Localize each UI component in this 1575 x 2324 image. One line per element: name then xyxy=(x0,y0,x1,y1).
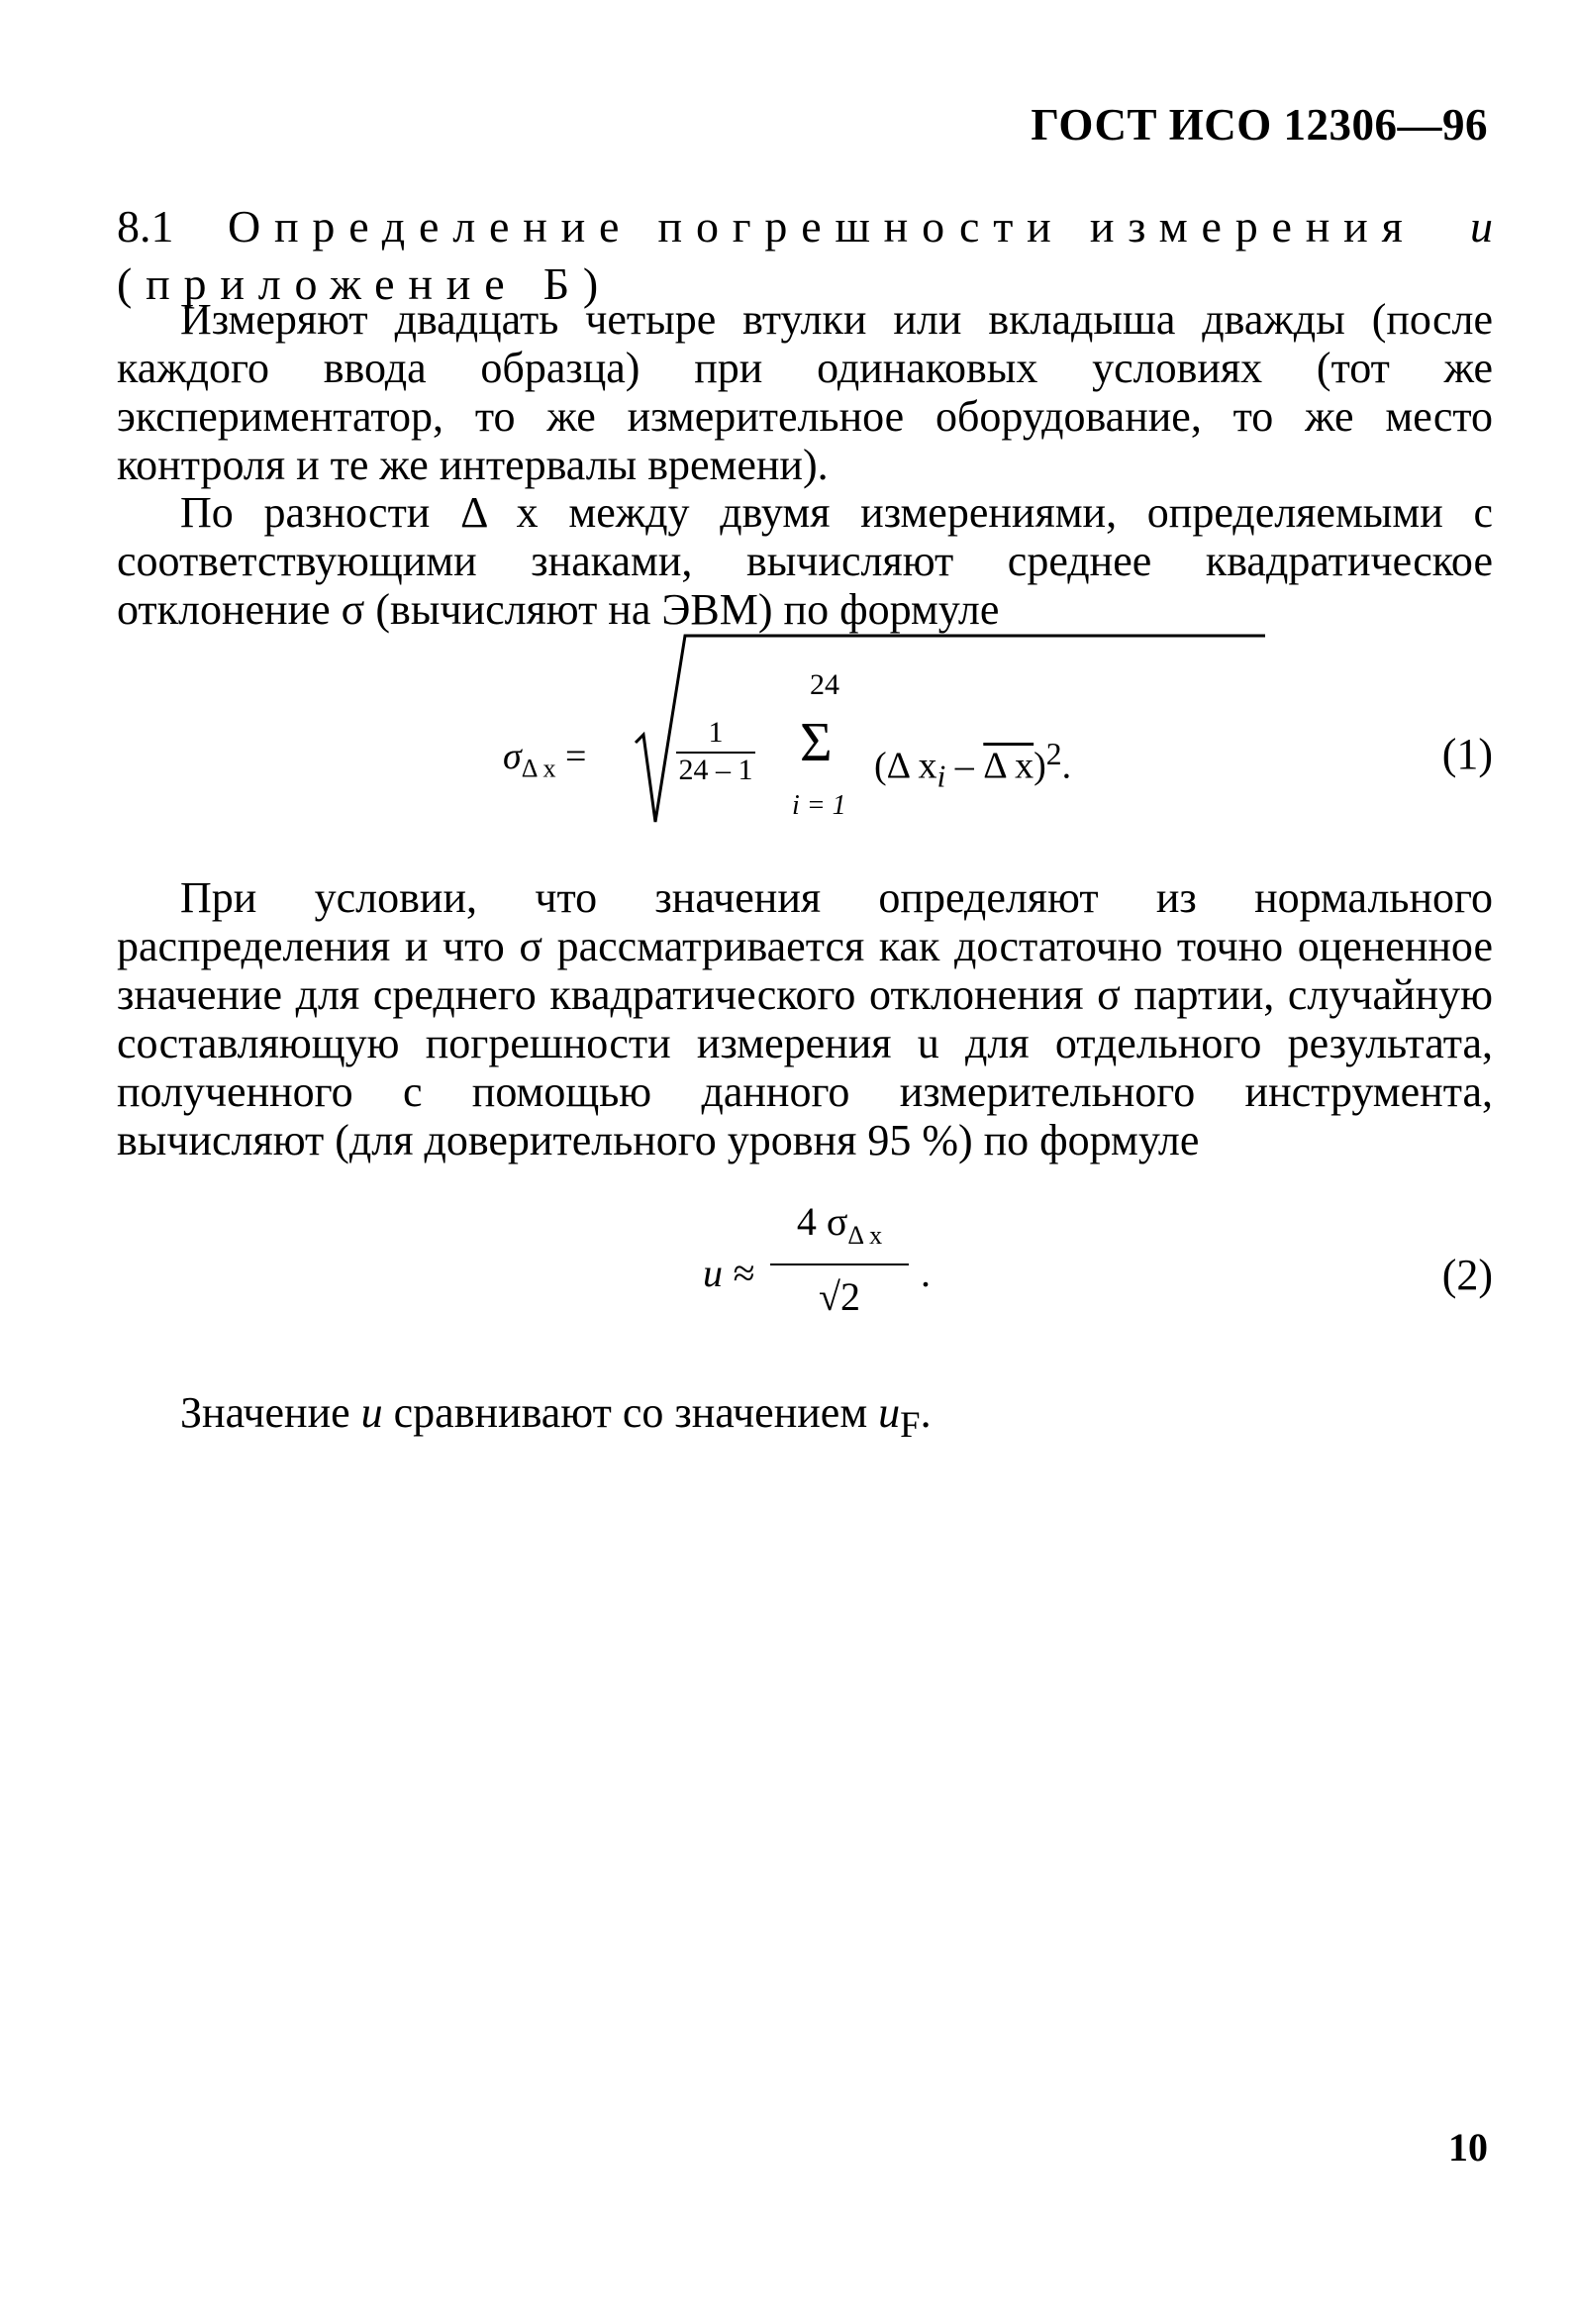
equals-sign: = xyxy=(555,736,587,777)
formula-2-dot: . xyxy=(921,1251,931,1295)
formula-1-number: (1) xyxy=(1441,730,1493,778)
p4-text-b: сравнивают со значением xyxy=(393,1388,868,1437)
paragraph-1: Измеряют двадцать четыре втулки или вкладыша дважды (после каждого ввода образца) при одинаковых условиях (тот же экспериментатор, то же измерительное оборудование, то же место контроля и те же интервалы времени). xyxy=(117,295,1493,489)
fraction-denominator: 24 – 1 xyxy=(678,754,753,786)
numerator-text: 4 σ xyxy=(796,1199,848,1244)
summation-icon: Σ xyxy=(800,712,833,773)
section-title-part1: Определение погрешности измерения xyxy=(227,201,1417,252)
body-minus: – xyxy=(945,745,984,787)
formula-2-number: (2) xyxy=(1441,1251,1493,1299)
body-open: (Δ x xyxy=(874,745,937,787)
formula-2 xyxy=(693,1198,1493,1347)
numerator-subscript: Δ x xyxy=(847,1221,883,1250)
formula-1-lhs xyxy=(503,735,586,784)
section-number: 8.1 xyxy=(117,201,174,252)
p4-end: . xyxy=(920,1388,932,1437)
formula-2-lhs: u ≈ xyxy=(703,1251,754,1295)
document-code: ГОСТ ИСО 12306—96 xyxy=(1031,100,1488,150)
formula-2-fraction xyxy=(770,1198,909,1321)
sigma-symbol: σ xyxy=(503,736,522,777)
formula-1 xyxy=(503,634,1493,832)
sum-body xyxy=(874,737,1071,794)
fraction-numerator: 1 xyxy=(676,716,755,754)
p4-text-a: Значение xyxy=(180,1388,350,1437)
body-exponent: 2 xyxy=(1045,737,1062,771)
p4-symbol-uF: u xyxy=(878,1388,901,1437)
section-title-part2: (приложение Б) xyxy=(117,258,613,309)
p4-symbol-u: u xyxy=(360,1388,383,1437)
paragraph-2: По разности Δ x между двумя измерениями, определяемыми с соответствующими знаками, вычисляют среднее квадратическое отклонение σ (вычисляют на ЭВМ) по формуле xyxy=(117,488,1493,634)
p4-subscript-F: F xyxy=(900,1403,921,1445)
sum-upper-limit: 24 xyxy=(810,668,839,701)
sigma-subscript: Δ x xyxy=(521,754,556,783)
body-close: ) xyxy=(1034,745,1046,787)
section-symbol-u: u xyxy=(1470,201,1493,252)
formula-2-numerator xyxy=(770,1198,909,1265)
body-subscript: i xyxy=(936,758,946,794)
formula-2-denominator: √2 xyxy=(819,1274,860,1319)
paragraph-4 xyxy=(180,1388,932,1449)
body-mean: Δ x xyxy=(983,745,1034,787)
paragraph-3: При условии, что значения определяют из нормального распределения и что σ рассматривается как достаточно точно оцененное значение для среднего квадратического отклонения σ партии, случайную составляющую погрешности измерения u для отдельного результата, полученного с помощью данного измерительного инструмента, вычисляют (для доверительного уровня 95 %) по формуле xyxy=(117,873,1493,1164)
fraction xyxy=(676,716,755,787)
page-number: 10 xyxy=(1448,2125,1488,2170)
sum-lower-limit: i = 1 xyxy=(792,790,846,821)
body-end: . xyxy=(1061,745,1072,787)
